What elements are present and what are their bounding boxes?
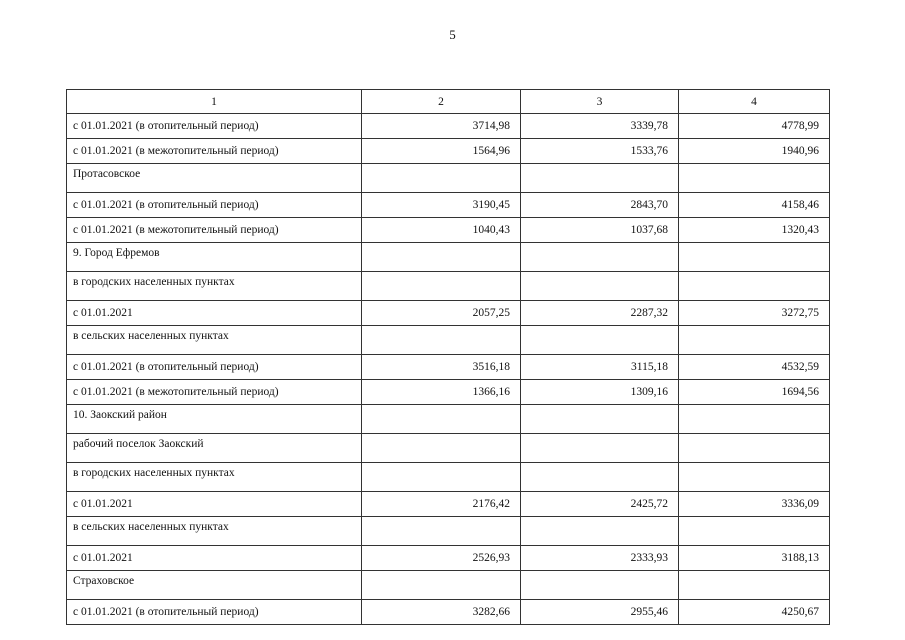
value-col-3 <box>521 164 679 193</box>
section-row <box>67 164 830 193</box>
row-label: Страховское <box>67 571 362 600</box>
row-label: с 01.01.2021 (в межотопительный период) <box>67 139 362 164</box>
row-label: 10. Заокский район <box>67 405 362 434</box>
row-label: 9. Город Ефремов <box>67 243 362 272</box>
value-col-4 <box>679 405 830 434</box>
value-col-4: 4250,67 <box>679 600 830 625</box>
value-col-2: 3190,45 <box>362 193 521 218</box>
value-col-2: 2176,42 <box>362 492 521 517</box>
value-col-4: 1940,96 <box>679 139 830 164</box>
value-col-2: 3516,18 <box>362 355 521 380</box>
column-header-2: 2 <box>362 90 521 114</box>
row-label: с 01.01.2021 (в отопительный период) <box>67 193 362 218</box>
value-col-2 <box>362 272 521 301</box>
value-col-2: 3714,98 <box>362 114 521 139</box>
section-row <box>67 405 830 434</box>
row-label: в сельских населенных пунктах <box>67 517 362 546</box>
value-col-2: 2057,25 <box>362 301 521 326</box>
section-row <box>67 272 830 301</box>
value-col-3 <box>521 243 679 272</box>
value-col-2: 1564,96 <box>362 139 521 164</box>
value-col-2 <box>362 463 521 492</box>
section-row <box>67 434 830 463</box>
table-row <box>67 114 830 139</box>
value-col-3: 2287,32 <box>521 301 679 326</box>
row-label: с 01.01.2021 (в отопительный период) <box>67 114 362 139</box>
row-label: в городских населенных пунктах <box>67 463 362 492</box>
value-col-4: 4158,46 <box>679 193 830 218</box>
value-col-4 <box>679 463 830 492</box>
value-col-4: 1694,56 <box>679 380 830 405</box>
value-col-3: 1533,76 <box>521 139 679 164</box>
value-col-2 <box>362 243 521 272</box>
value-col-2 <box>362 164 521 193</box>
value-col-3 <box>521 434 679 463</box>
tariff-table <box>66 89 830 625</box>
value-col-4: 3272,75 <box>679 301 830 326</box>
value-col-3 <box>521 517 679 546</box>
value-col-4 <box>679 517 830 546</box>
value-col-4 <box>679 434 830 463</box>
value-col-4 <box>679 571 830 600</box>
value-col-4: 1320,43 <box>679 218 830 243</box>
value-col-4 <box>679 326 830 355</box>
value-col-4: 3336,09 <box>679 492 830 517</box>
table-row <box>67 193 830 218</box>
value-col-2: 1040,43 <box>362 218 521 243</box>
value-col-3 <box>521 571 679 600</box>
value-col-2 <box>362 326 521 355</box>
section-row <box>67 571 830 600</box>
value-col-2 <box>362 434 521 463</box>
value-col-3: 1037,68 <box>521 218 679 243</box>
column-header-3: 3 <box>521 90 679 114</box>
table-row <box>67 301 830 326</box>
value-col-3 <box>521 326 679 355</box>
table-row <box>67 546 830 571</box>
value-col-3: 1309,16 <box>521 380 679 405</box>
page-number: 5 <box>449 27 456 42</box>
value-col-4 <box>679 164 830 193</box>
value-col-3 <box>521 405 679 434</box>
row-label: Протасовское <box>67 164 362 193</box>
value-col-3: 3339,78 <box>521 114 679 139</box>
row-label: в городских населенных пунктах <box>67 272 362 301</box>
value-col-3: 2955,46 <box>521 600 679 625</box>
row-label: с 01.01.2021 <box>67 301 362 326</box>
value-col-2 <box>362 571 521 600</box>
table-row <box>67 139 830 164</box>
value-col-4: 3188,13 <box>679 546 830 571</box>
row-label: рабочий поселок Заокский <box>67 434 362 463</box>
table-row <box>67 492 830 517</box>
section-row <box>67 517 830 546</box>
section-row <box>67 243 830 272</box>
row-label: в сельских населенных пунктах <box>67 326 362 355</box>
row-label: с 01.01.2021 <box>67 492 362 517</box>
value-col-3: 2843,70 <box>521 193 679 218</box>
row-label: с 01.01.2021 (в межотопительный период) <box>67 218 362 243</box>
value-col-2: 1366,16 <box>362 380 521 405</box>
table-row <box>67 218 830 243</box>
value-col-2: 2526,93 <box>362 546 521 571</box>
table-row <box>67 355 830 380</box>
row-label: с 01.01.2021 (в отопительный период) <box>67 355 362 380</box>
row-label: с 01.01.2021 <box>67 546 362 571</box>
value-col-3: 3115,18 <box>521 355 679 380</box>
column-header-1: 1 <box>67 90 362 114</box>
row-label: с 01.01.2021 (в отопительный период) <box>67 600 362 625</box>
value-col-2 <box>362 517 521 546</box>
value-col-4 <box>679 243 830 272</box>
value-col-3: 2425,72 <box>521 492 679 517</box>
table-row <box>67 600 830 625</box>
value-col-3 <box>521 272 679 301</box>
section-row <box>67 463 830 492</box>
table-row <box>67 380 830 405</box>
value-col-2 <box>362 405 521 434</box>
value-col-4: 4532,59 <box>679 355 830 380</box>
value-col-4 <box>679 272 830 301</box>
section-row <box>67 326 830 355</box>
column-header-4: 4 <box>679 90 830 114</box>
value-col-2: 3282,66 <box>362 600 521 625</box>
row-label: с 01.01.2021 (в межотопительный период) <box>67 380 362 405</box>
value-col-4: 4778,99 <box>679 114 830 139</box>
value-col-3: 2333,93 <box>521 546 679 571</box>
value-col-3 <box>521 463 679 492</box>
table-header-row <box>67 90 830 114</box>
